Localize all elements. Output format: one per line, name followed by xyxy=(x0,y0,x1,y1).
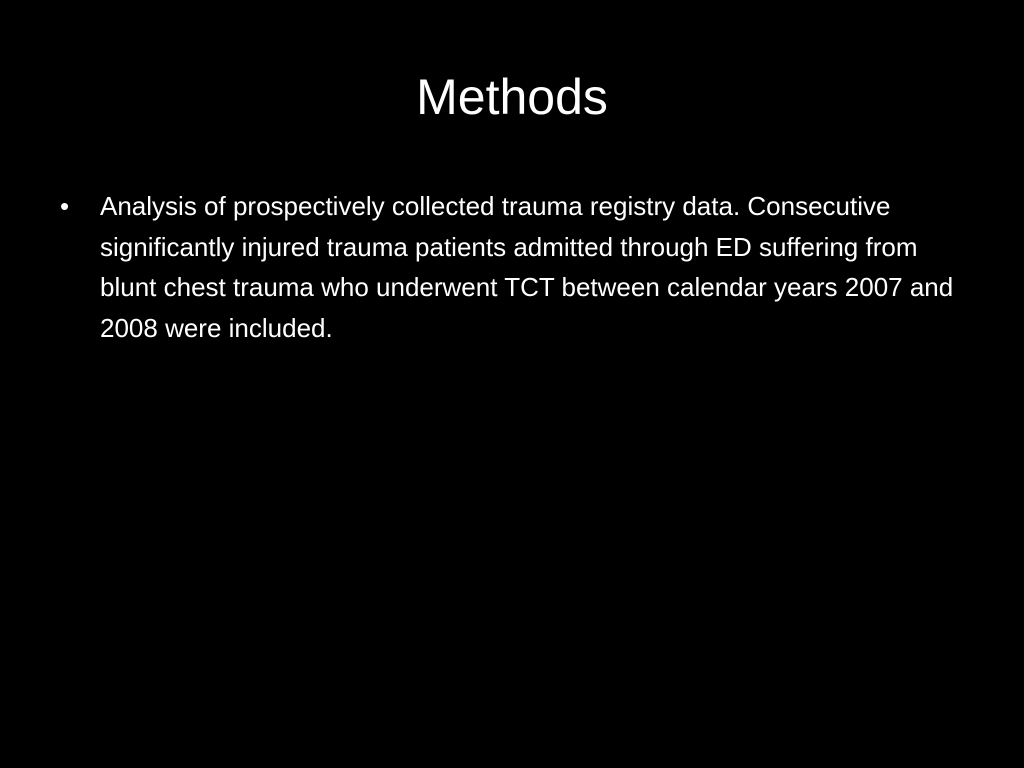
bullet-text: Analysis of prospectively collected trauma registry data. Consecutive significantly injured trauma patients admitted through ED suffering from blunt chest trauma who underwent TCT between calendar years 2007 and 2008 were included. xyxy=(100,191,954,343)
bullet-item xyxy=(58,186,978,348)
slide-title: Methods xyxy=(416,69,608,125)
bullet-list xyxy=(58,186,978,348)
bullet-dot-icon: • xyxy=(60,191,70,221)
